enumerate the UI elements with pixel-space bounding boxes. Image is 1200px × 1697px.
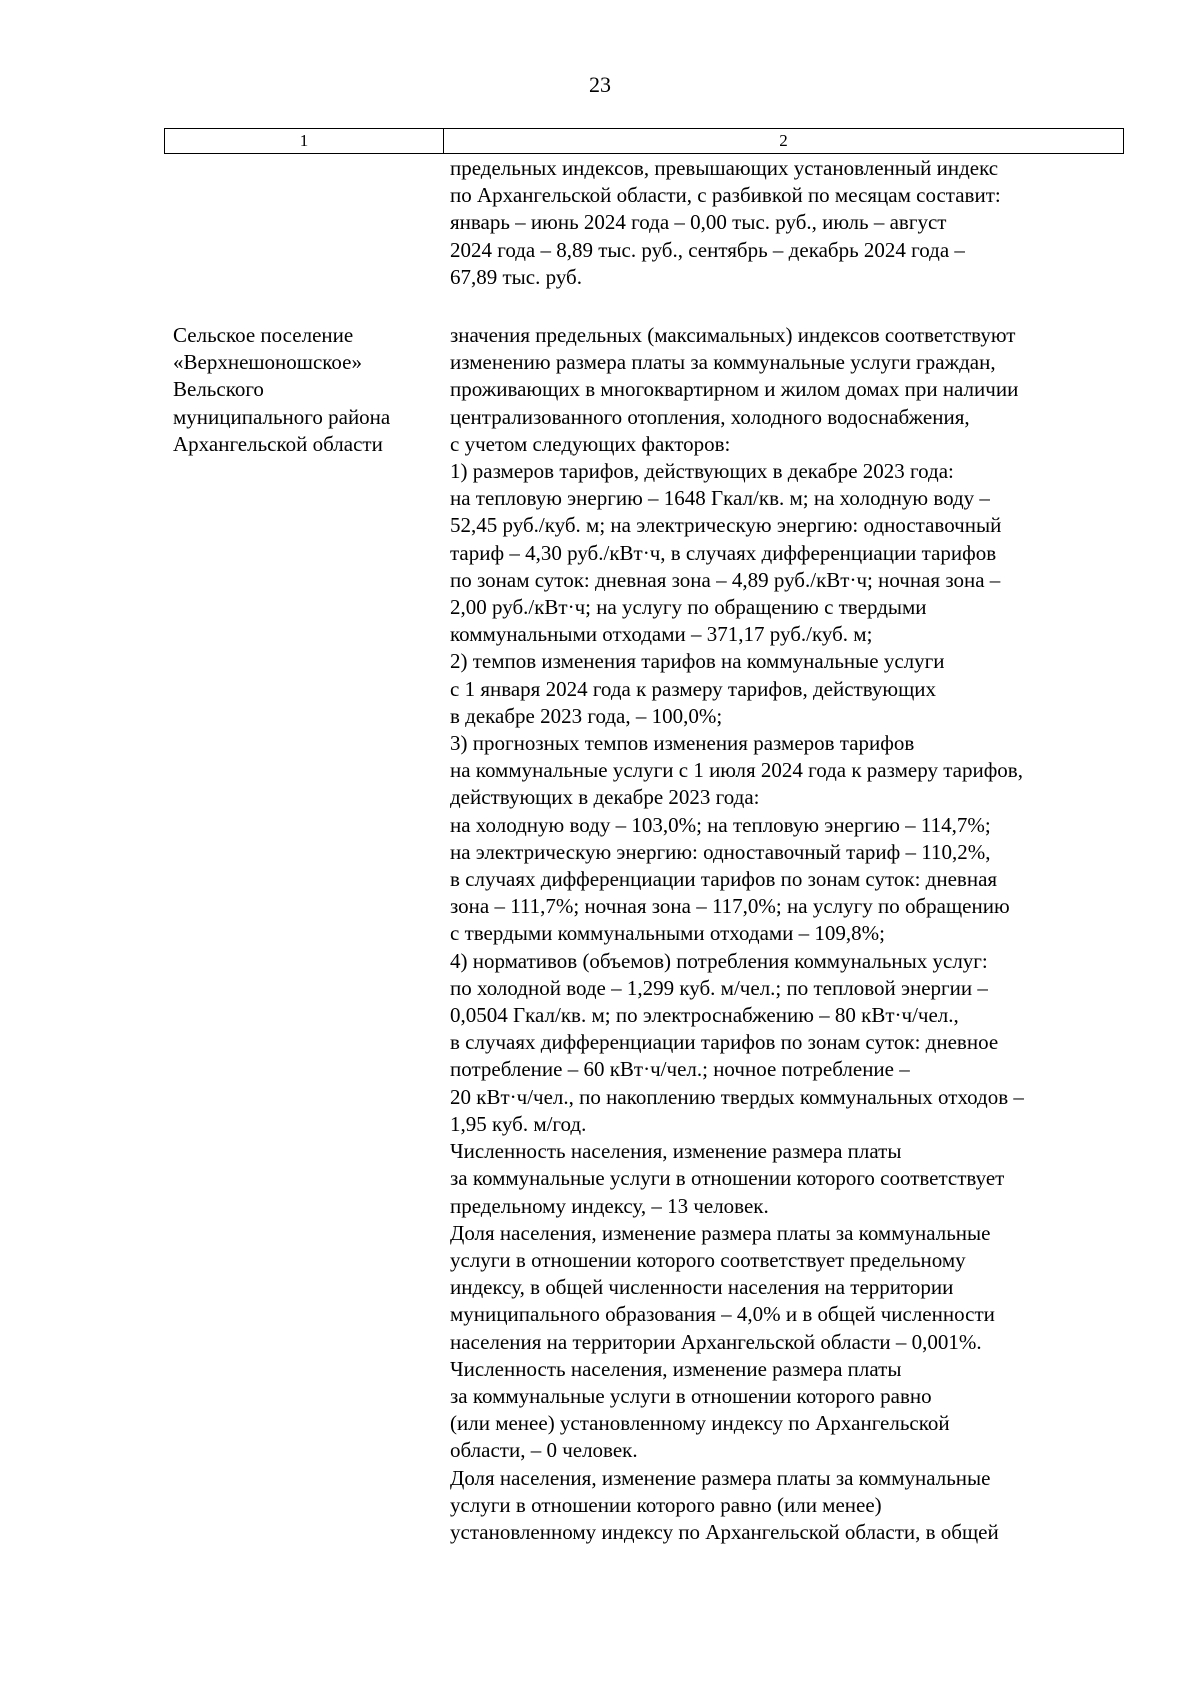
text-line: на холодную воду – 103,0%; на тепловую энергию – 114,7%; [450,812,991,837]
text-line: коммунальными отходами – 371,17 руб./куб. м; [450,622,873,647]
text-line: с 1 января 2024 года к размеру тарифов, действующих [450,676,936,701]
page-number: 23 [589,72,611,97]
text-line: по холодной воде – 1,299 куб. м/чел.; по тепловой энергии – [450,975,988,1000]
text-line: изменению размера платы за коммунальные услуги граждан, [450,350,996,375]
text-line: 3) прогнозных темпов изменения размеров тарифов [450,731,915,756]
text-line: с твердыми коммунальными отходами – 109,8%; [450,921,886,946]
text-line: услуги в отношении которого соответствует предельному [450,1247,966,1272]
text-line: в случаях дифференциации тарифов по зонам суток: дневная [450,867,998,892]
text-line: 67,89 тыс. руб. [450,264,582,289]
text-line: за коммунальные услуги в отношении которого равно [450,1383,932,1408]
entity-line: Сельское поселение [173,323,354,347]
text-line: 0,0504 Гкал/кв. м; по электроснабжению – 80 кВт·ч/чел., [450,1003,959,1028]
text-line: на тепловую энергию – 1648 Гкал/кв. м; на холодную воду – [450,486,990,511]
text-line: 52,45 руб./куб. м; на электрическую энергию: одноставочный [450,513,1002,538]
text-line: области, – 0 человек. [450,1438,638,1463]
table-header-col2: 2 [779,131,788,150]
entity-line: муниципального района [173,404,391,429]
text-line: в случаях дифференциации тарифов по зонам суток: дневное [450,1030,999,1055]
text-line: зона – 111,7%; ночная зона – 117,0%; на услугу по обращению [450,894,1010,919]
text-line: с учетом следующих факторов: [450,431,731,456]
text-line: Доля населения, изменение размера платы за коммунальные [450,1220,991,1245]
text-line: 2,00 руб./кВт·ч; на услугу по обращению с твердыми [450,595,927,620]
text-line: 4) нормативов (объемов) потребления коммунальных услуг: [450,948,988,973]
text-line: Доля населения, изменение размера платы за коммунальные [450,1465,991,1490]
text-line: 2024 года – 8,89 тыс. руб., сентябрь – декабрь 2024 года – [450,237,965,262]
text-line: по Архангельской области, с разбивкой по месяцам составит: [450,183,1001,208]
text-line: потребление – 60 кВт·ч/чел.; ночное потребление – [450,1057,910,1082]
text-line: тариф – 4,30 руб./кВт·ч, в случаях дифференциации тарифов [450,540,997,565]
text-line: централизованного отопления, холодного водоснабжения, [450,404,970,429]
text-line: проживающих в многоквартирном и жилом домах при наличии [450,377,1019,402]
text-line: (или менее) установленному индексу по Архангельской [450,1411,950,1436]
text-line: услуги в отношении которого равно (или менее) [450,1492,882,1517]
entity-line: Вельского [173,377,264,402]
entity-line: «Верхнешоношское» [173,350,362,375]
text-line: на электрическую энергию: одноставочный тариф – 110,2%, [450,839,991,864]
continuation-text [450,155,1130,291]
text-line: значения предельных (максимальных) индексов соответствуют [450,323,1016,347]
text-line: в декабре 2023 года, – 100,0%; [450,703,723,728]
text-line: 2) темпов изменения тарифов на коммунальные услуги [450,649,945,674]
text-line: предельных индексов, превышающих установленный индекс [450,156,999,180]
text-line: январь – июнь 2024 года – 0,00 тыс. руб., июль – август [450,210,947,235]
table-header-col1: 1 [165,129,444,153]
text-line: Численность населения, изменение размера платы [450,1356,902,1381]
entity-line: Архангельской области [173,431,383,456]
table-header-row [164,128,1124,154]
text-line: на коммунальные услуги с 1 июля 2024 года к размеру тарифов, [450,758,1023,783]
text-line: 1) размеров тарифов, действующих в декабре 2023 года: [450,459,954,484]
description-text [450,322,1130,1546]
text-line: предельному индексу, – 13 человек. [450,1193,769,1218]
text-line: установленному индексу по Архангельской области, в общей [450,1519,999,1544]
text-line: населения на территории Архангельской области – 0,001%. [450,1329,982,1354]
text-line: действующих в декабре 2023 года: [450,785,760,810]
text-line: за коммунальные услуги в отношении которого соответствует [450,1166,1005,1191]
text-line: муниципального образования – 4,0% и в общей численности [450,1302,995,1327]
text-line: 1,95 куб. м/год. [450,1111,587,1136]
text-line: Численность населения, изменение размера платы [450,1139,902,1164]
text-line: по зонам суток: дневная зона – 4,89 руб./кВт·ч; ночная зона – [450,567,1001,592]
text-line: 20 кВт·ч/чел., по накоплению твердых коммунальных отходов – [450,1084,1024,1109]
entity-name [173,322,443,458]
text-line: индексу, в общей численности населения на территории [450,1275,954,1300]
